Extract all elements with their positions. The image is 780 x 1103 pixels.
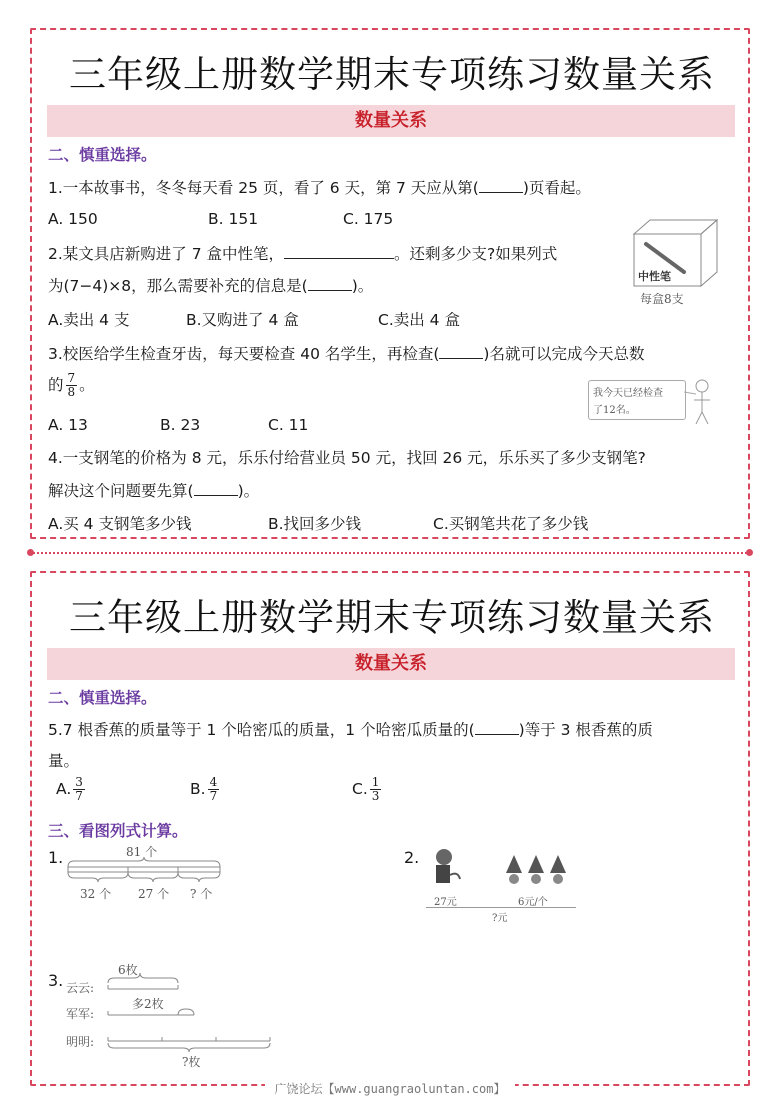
row-label-mingming: 明明: [66,1035,95,1049]
q3-option-c[interactable]: C. 11 [268,416,309,434]
question-2-line-1 [48,242,557,264]
pen-box-label: 中性笔 [638,270,671,283]
page-title: 三年级上册数学期末专项练习数量关系 [69,53,715,96]
answer-blank[interactable] [194,481,238,496]
page-divider [30,552,750,554]
row-label-junjun: 军军: [66,1007,95,1021]
problem-3-number: 3. [48,971,64,990]
q2-text-end: 。还剩多少支?如果列式 [394,245,558,263]
q4-option-a[interactable]: A.买 4 支钢笔多少钱 [48,515,192,533]
fraction-denominator: 7 [75,789,83,803]
diagram-part-2: 27 个 [138,887,170,901]
fraction-7-8 [66,372,78,399]
speech-line-2: 了12名。 [593,405,636,416]
q5-option-a[interactable] [56,776,87,803]
question-5-line-1 [48,718,653,740]
q3-option-b[interactable]: B. 23 [160,416,201,434]
option-label: C. [352,780,368,798]
doctor-icon [684,378,714,426]
mingming-total-label: ?枚 [182,1055,201,1069]
question-4-line-2 [48,479,259,501]
q2-option-c[interactable]: C.卖出 4 盒 [378,311,460,329]
diagram-total-label: 81 个 [126,845,158,859]
q3-text-2-end: 。 [79,376,95,394]
answer-blank[interactable] [475,720,519,735]
watermark-text: 广饶论坛【www.guangraoluntan.com】 [265,1082,516,1096]
question-4-line-1: 4.一支钢笔的价格为 8 元，乐乐付给营业员 50 元，找回 26 元，乐乐买了多少支钢笔? [48,449,646,467]
answer-blank[interactable] [308,276,352,291]
q4-text-2: 解决这个问题要先算( [48,482,194,500]
row-label-yunyun: 云云: [66,981,95,995]
q3-text-end: )名就可以完成今天总数 [483,345,645,363]
q5-option-b[interactable] [190,776,221,803]
q1-text-end: )页看起。 [522,179,591,197]
fraction-denominator: 8 [67,385,76,399]
question-2-line-2 [48,274,373,296]
section-heading-picture: 三、看图列式计算。 [48,822,188,840]
section-heading-choice: 二、慎重选择。 [48,146,157,164]
left-price-label: 27元 [434,897,457,908]
q3-text: 3.校医给学生检查牙齿，每天要检查 40 名学生，再检查( [48,345,440,363]
q5-text: 5.7 根香蕉的质量等于 1 个哈密瓜的质量，1 个哈密瓜质量的( [48,721,475,739]
q1-text: 1.一本故事书，冬冬每天看 25 页，看了 6 天，第 7 天应从第( [48,179,479,197]
q1-option-a[interactable]: A. 150 [48,210,98,228]
problem-1-diagram [66,843,226,909]
problem-2-number: 2. [404,848,420,867]
q5-text-end: )等于 3 根香蕉的质 [518,721,653,739]
problem-3-diagram [66,961,266,1071]
more-text: 多 [132,997,145,1011]
q3-option-a[interactable]: A. 13 [48,416,88,434]
worksheet-card-top [30,28,750,539]
fraction-numerator: 7 [67,371,76,385]
fraction-numerator: 1 [371,775,380,789]
question-5-line-2: 量。 [48,752,80,770]
fraction-denominator: 3 [371,789,380,803]
segment-bar-icon [66,857,226,887]
q1-option-c[interactable]: C. 175 [343,210,394,228]
q2-option-b[interactable]: B.又购进了 4 盒 [186,311,299,329]
q2-text: 2.某文具店新购进了 7 盒中性笔， [48,245,285,263]
question-3-line-2 [48,372,95,399]
q4-option-b[interactable]: B.找回多少钱 [268,515,362,533]
option-label: A. [56,780,72,798]
diagram-part-3: ? 个 [190,887,213,901]
speech-bubble [588,380,686,420]
q2-option-a[interactable]: A.卖出 4 支 [48,311,130,329]
total-line [426,907,576,908]
q3-text-2: 的 [48,376,64,394]
divider-dot-right [746,549,753,556]
worksheet-card-bottom [30,571,750,1086]
option-label: B. [190,780,206,798]
yunyun-count-label: 6枚 [118,963,138,977]
q2-text-2: 为(7−4)×8，那么需要补充的信息是( [48,277,308,295]
section-heading-choice-2: 二、慎重选择。 [48,689,157,707]
fraction-denominator: 7 [209,789,218,803]
total-price-label: ?元 [492,913,508,924]
question-1 [48,176,591,198]
fraction [73,776,85,803]
q1-option-b[interactable]: B. 151 [208,210,259,228]
watermark [0,1080,780,1097]
right-price-label: 6元/个 [518,897,548,908]
pen-box-caption: 每盒8支 [640,292,684,306]
comparison-bars-icon [106,973,276,1053]
problem-1-number: 1. [48,848,64,867]
answer-blank[interactable] [479,178,523,193]
page-title-2: 三年级上册数学期末专项练习数量关系 [69,596,715,639]
q2-text-2-end: )。 [351,277,374,295]
topic-band-2: 数量关系 [47,648,735,680]
divider-dot-left [27,549,34,556]
toys-icon [426,845,586,895]
q4-option-c[interactable]: C.买钢笔共花了多少钱 [433,515,589,533]
pen-box-illustration [622,212,732,312]
answer-blank[interactable] [284,244,394,259]
fraction [370,776,382,803]
problem-2-diagram [426,845,586,925]
speech-line-1: 我今天已经检查 [593,388,663,399]
q4-text-2-end: )。 [237,482,260,500]
topic-band: 数量关系 [47,105,735,137]
q5-option-c[interactable] [352,776,383,803]
answer-blank[interactable] [439,344,483,359]
fraction-numerator: 3 [75,775,83,789]
more-value: 2枚 [144,997,164,1011]
fraction [208,776,220,803]
fraction-numerator: 4 [209,775,218,789]
diagram-part-1: 32 个 [80,887,112,901]
doctor-speech-illustration [588,378,718,428]
question-3-line-1 [48,342,644,364]
